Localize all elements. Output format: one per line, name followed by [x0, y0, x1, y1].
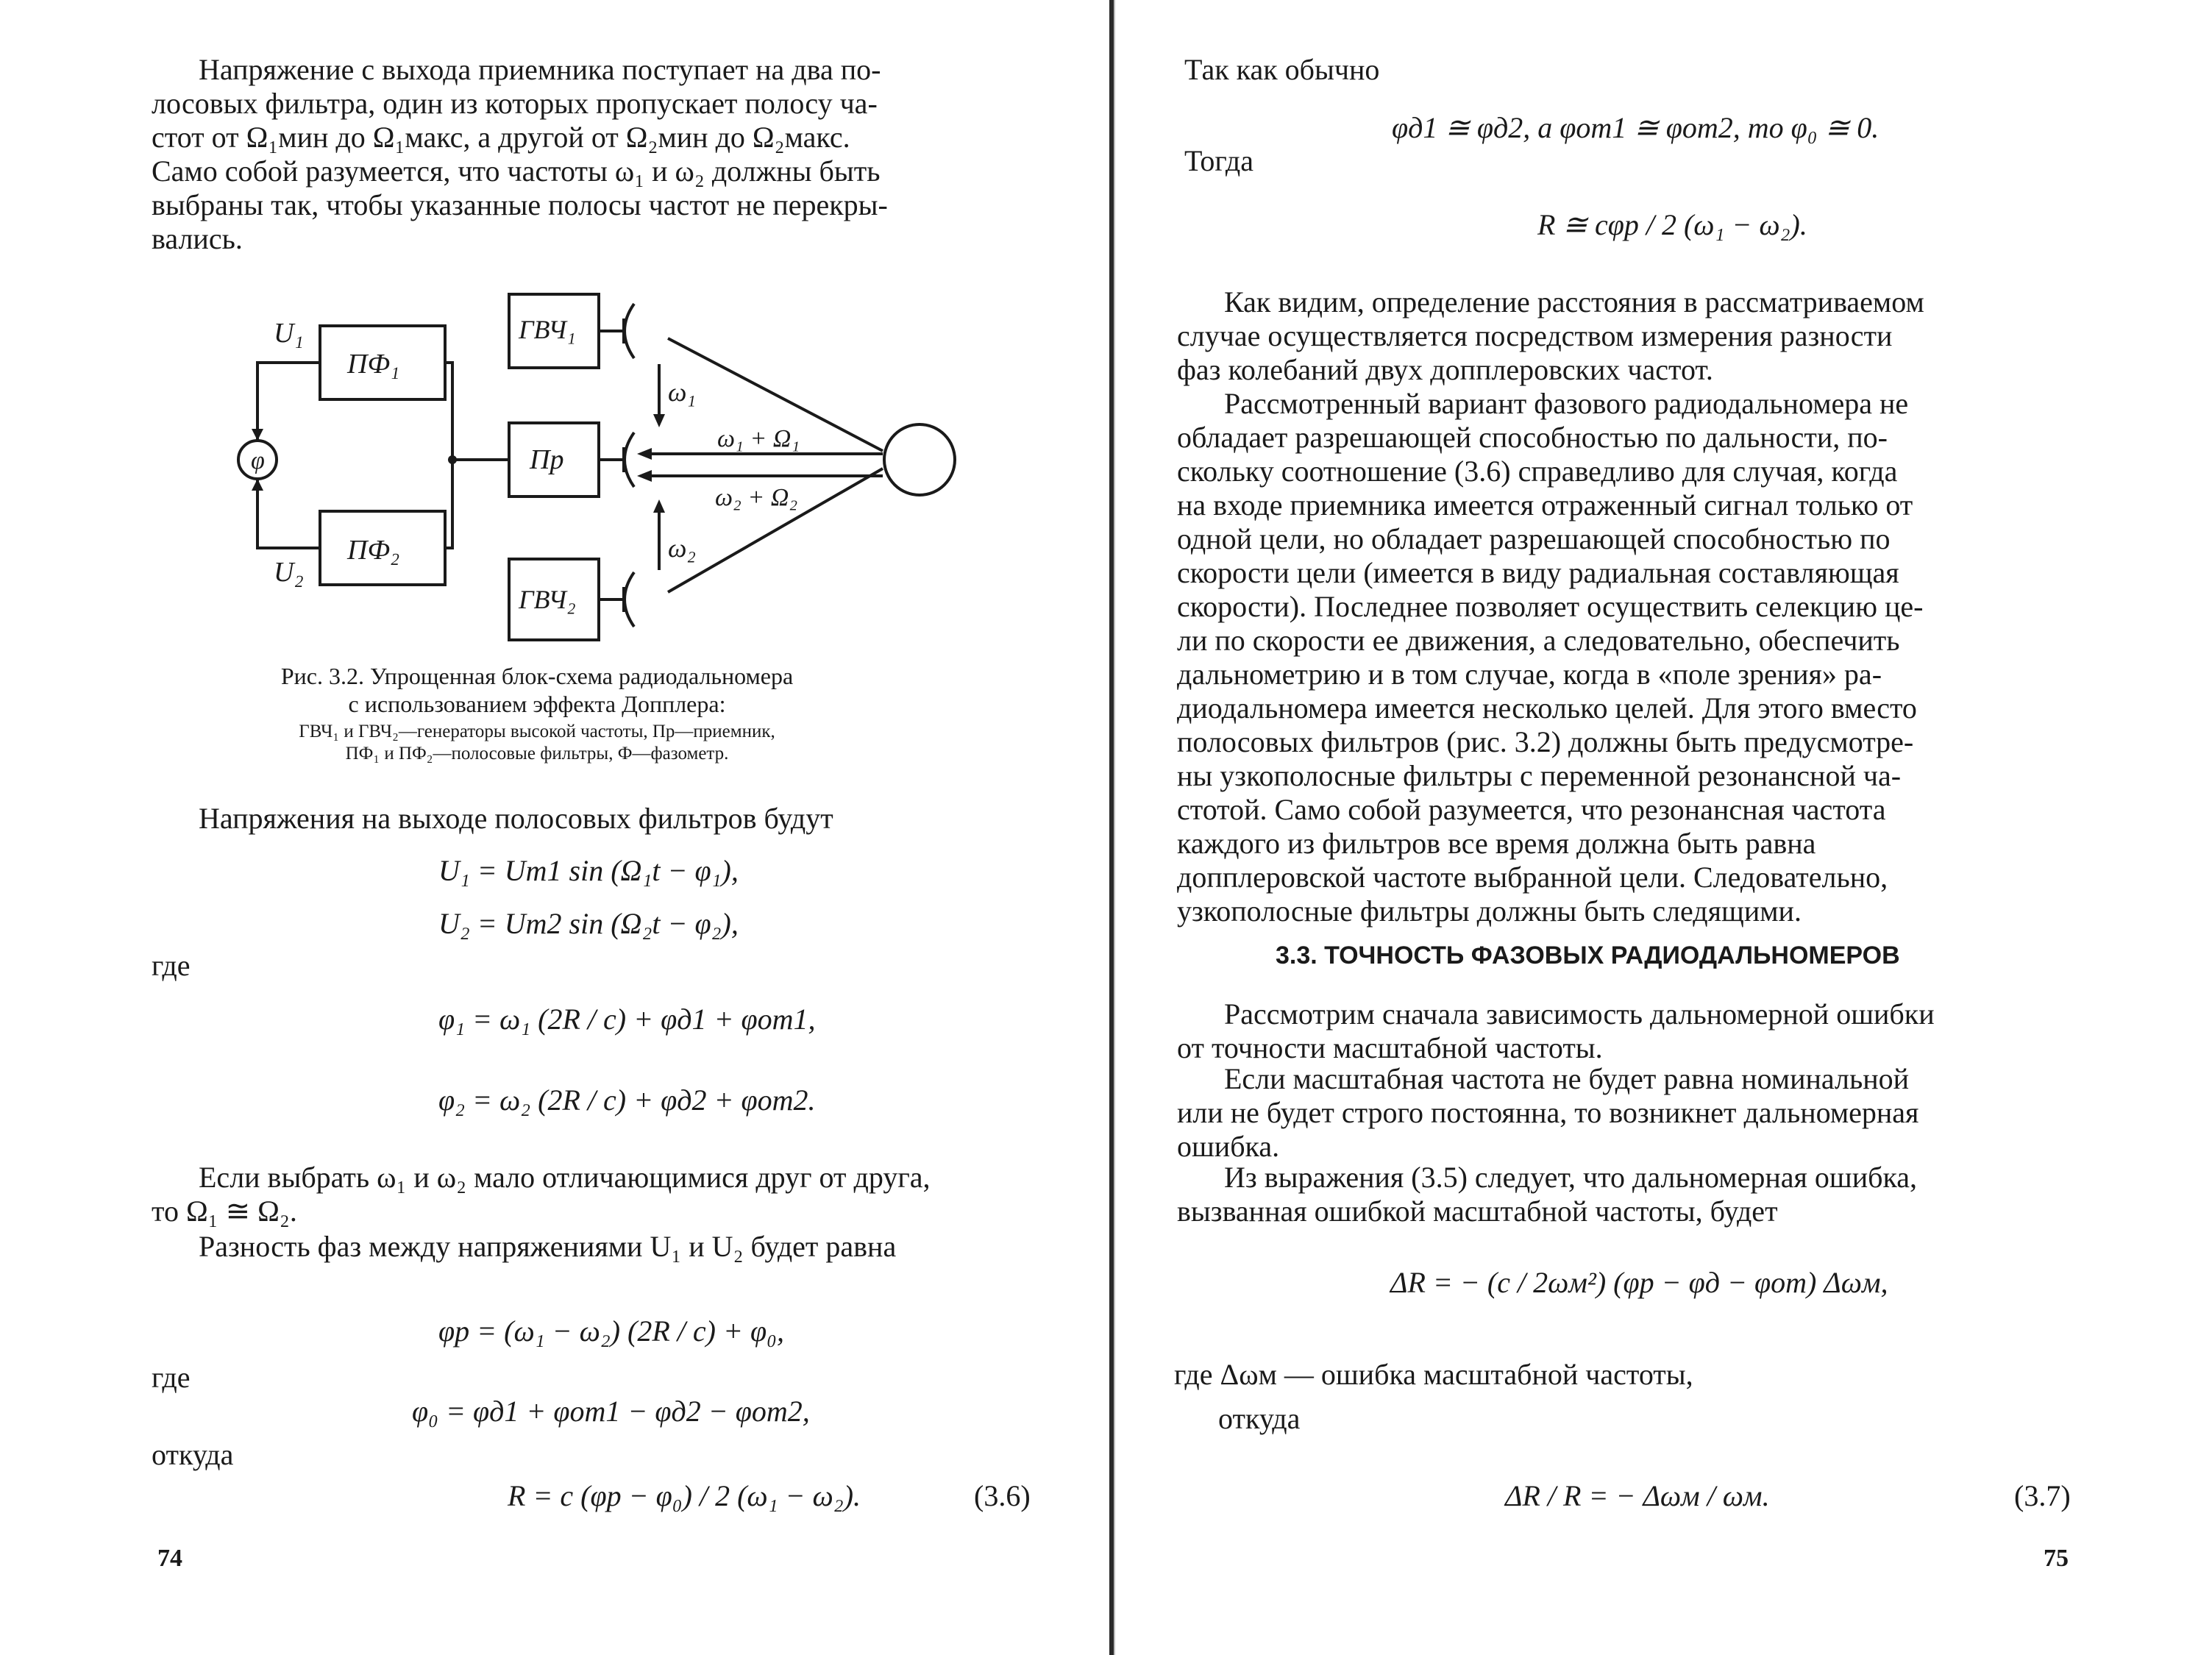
equation-phi0: φ₀ = φд1 + φот1 − φд2 − φот2,	[412, 1395, 810, 1428]
accuracy-paragraph: Рассмотрим сначала зависимость дальномерной ошибки от точности масштабной частоты.	[1177, 997, 1935, 1064]
resolution-paragraph: Рассмотренный вариант фазового радиодальномера не обладает разрешающей способностью по дальности, по- скольку соотношение (3.6) справедливо для случая, когда на входе приемника имеется отраженный сигнал только от одной цели, но обладает разрешающей способностью по скорости цели (имеется в виду радиальная составляющая скорости). Последнее позволяет осуществить селекцию це- ли по скорости ее движения, а следовательно, обеспечить дальнометрию и в том случае, когда в «поле зрения» ра- диодальномера имеется несколько целей. Для этого вместо полосовых фильтров (рис. 3.2) должны быть предусмотре- ны узкополосные фильтры с переменной резонансной ча- стотой. Само собой разумеется, что резонансная частота каждого из фильтров все время должна быть равна допплеровской частоте выбранной цели. Следовательно, узкополосные фильтры должны быть следящими.	[1177, 387, 1924, 928]
equation-r-simple: R ≅ cφр / 2 (ω₁ − ω₂).	[1537, 208, 1807, 241]
left-page	[0, 0, 1103, 1655]
figure-legend: ГВЧ₁ и ГВЧ₂—генераторы высокой частоты, Пр—приемник, ПФ₁ и ПФ₂—полосовые фильтры, Ф—фазометр.	[299, 722, 775, 764]
block-diagram	[221, 283, 956, 658]
equation-relative-error: ΔR / R = − Δωм / ωм.	[1505, 1479, 1770, 1512]
equation-u2: U₂ = Um2 sin (Ω₂t − φ₂),	[438, 907, 739, 940]
u1-label: U₁	[274, 318, 304, 349]
equation-phi2: φ₂ = ω₂ (2R / c) + φд2 + φот2.	[438, 1083, 816, 1117]
where-label-2: где	[152, 1361, 191, 1394]
phase-meter-label: φ	[251, 447, 265, 474]
gvch1-label: ГВЧ₁	[519, 315, 576, 344]
phase-difference-paragraph: Разность фаз между напряжениями U₁ и U₂ будет равна	[199, 1230, 897, 1263]
page-number-right: 75	[2044, 1545, 2069, 1572]
equation-usual: φд1 ≅ φд2, а φот1 ≅ φот2, то φ₀ ≅ 0.	[1392, 111, 1880, 144]
u2-label: U₂	[274, 557, 304, 588]
echo2-label: ω₂ + Ω₂	[715, 484, 798, 511]
omega2-label: ω₂	[668, 533, 696, 563]
equation-u1: U₁ = Um1 sin (Ω₁t − φ₁),	[438, 854, 739, 887]
page-number-left: 74	[157, 1545, 182, 1572]
usually-label: Так как обычно	[1184, 53, 1380, 86]
error-paragraph: Из выражения (3.5) следует, что дальномерная ошибка, вызванная ошибкой масштабной частоты, будет	[1177, 1161, 1918, 1228]
figure-caption: Рис. 3.2. Упрощенная блок-схема радиодальномера с использованием эффекта Допплера:	[280, 663, 794, 717]
equation-number-3-7: (3.7)	[2014, 1479, 2071, 1512]
intro-paragraph: Напряжение с выхода приемника поступает на два по- лосовых фильтра, один из которых пропускает полосу ча- стот от Ω₁мин до Ω₁макс, а другой от Ω₂мин до Ω₂макс. Само собой разумеется, что частоты ω₁ и ω₂ должны быть выбраны так, чтобы указанные полосы частот не перекры- вались.	[152, 53, 888, 255]
outputs-intro: Напряжения на выходе полосовых фильтров будут	[199, 802, 833, 835]
conclusion-paragraph: Как видим, определение расстояния в рассматриваемом случае осуществляется посредством измерения разности фаз колебаний двух допплеровских частот.	[1177, 285, 1924, 386]
echo1-label: ω₁ + Ω₁	[717, 425, 800, 452]
whence-label-right: откуда	[1218, 1402, 1301, 1435]
target-circle	[884, 424, 955, 495]
whence-label-left: откуда	[152, 1438, 234, 1471]
equation-delta-r: ΔR = − (c / 2ωм²) (φр − φд − φот) Δωм,	[1390, 1266, 1888, 1299]
choice-paragraph: Если выбрать ω₁ и ω₂ мало отличающимися друг от друга, то Ω₁ ≅ Ω₂.	[152, 1161, 931, 1228]
then-label: Тогда	[1184, 144, 1253, 177]
gvch2-label: ГВЧ₂	[519, 585, 576, 614]
scale-frequency-paragraph: Если масштабная частота не будет равна номинальной или не будет строго постоянна, то возникнет дальномерная ошибка.	[1177, 1062, 1919, 1163]
equation-phi-r: φр = (ω₁ − ω₂) (2R / c) + φ₀,	[438, 1314, 785, 1348]
section-heading: 3.3. ТОЧНОСТЬ ФАЗОВЫХ РАДИОДАЛЬНОМЕРОВ	[1276, 942, 1900, 969]
pr-label: Пр	[530, 444, 564, 475]
equation-r: R = c (φр − φ₀) / 2 (ω₁ − ω₂).	[508, 1479, 861, 1512]
pf1-label: ПФ₁	[347, 349, 400, 380]
omega1-label: ω₁	[668, 377, 696, 407]
delta-omega-definition: где Δωм — ошибка масштабной частоты,	[1174, 1358, 1693, 1391]
right-page	[1115, 0, 2212, 1655]
equation-phi1: φ₁ = ω₁ (2R / c) + φд1 + φот1,	[438, 1003, 816, 1036]
where-label-1: где	[152, 949, 191, 982]
equation-number-3-6: (3.6)	[974, 1479, 1031, 1512]
pf2-label: ПФ₂	[347, 535, 400, 566]
